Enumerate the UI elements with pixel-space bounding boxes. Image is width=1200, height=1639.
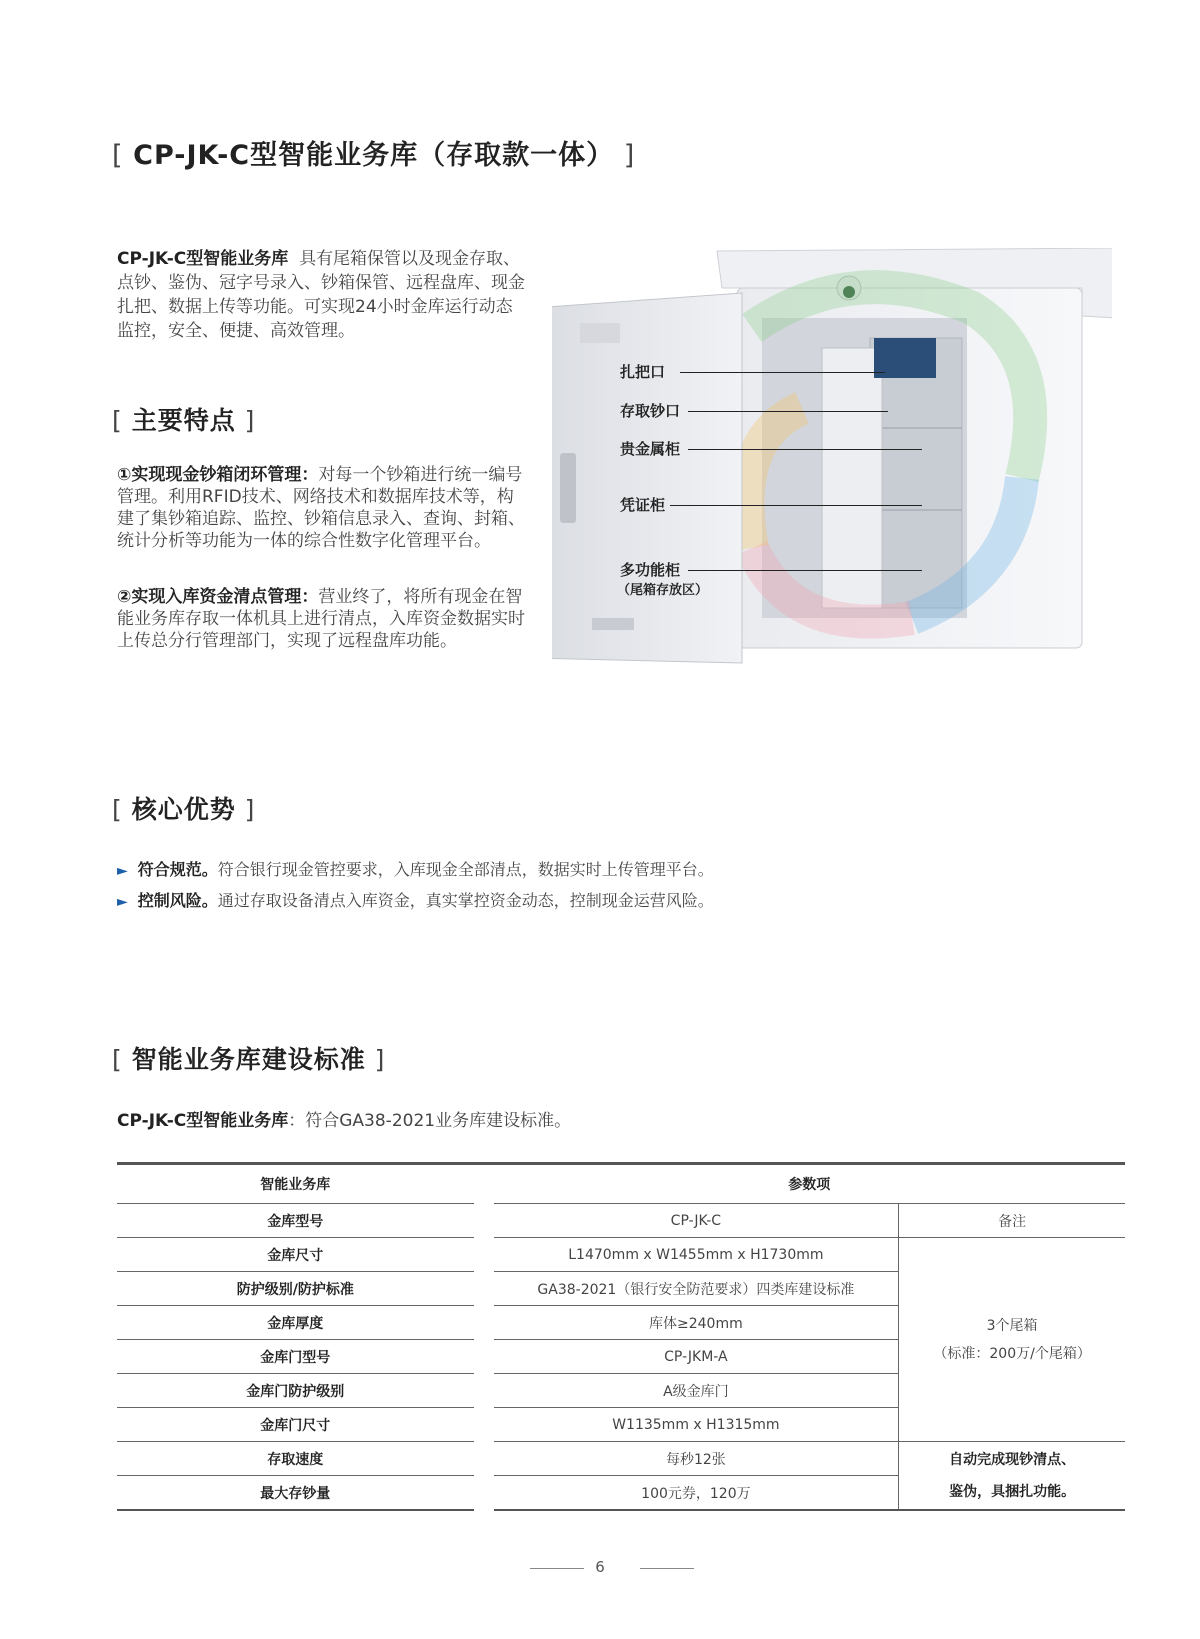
standard-heading: [ 智能业务库建设标准 ] [112, 1045, 386, 1074]
intro-body: 具有尾箱保管以及现金存取、点钞、鉴伪、冠字号录入、钞箱保管、远程盘库、现金扎把、数据上传等功能。可实现24小时金库运行动态监控，安全、便捷、高效管理。 [117, 249, 525, 341]
table-header-row: 智能业务库 参数项 [117, 1164, 1125, 1204]
table-row: 金库尺寸 L1470mm x W1455mm x H1730mm 3个尾箱 （标准：200万/个尾箱） [117, 1238, 1125, 1272]
table-row: 金库门型号 CP-JKM-A [117, 1340, 1125, 1374]
advantages-heading: [ 核心优势 ] [112, 795, 256, 824]
callout-voucher-cabinet: 凭证柜 [620, 496, 666, 514]
page-number: 6 [595, 1558, 605, 1576]
spec-table [117, 1162, 1125, 1511]
callout-cash-port: 存取钞口 [620, 402, 681, 420]
features-heading: [ 主要特点 ] [112, 406, 256, 435]
table-row: 防护级别/防护标准 GA38-2021（银行安全防范要求）四类库建设标准 [117, 1272, 1125, 1306]
callout-line [688, 411, 888, 412]
feature-item-1: ①实现现金钞箱闭环管理：对每一个钞箱进行统一编号管理。利用RFID技术、网络技术和数据库技术等，构建了集钞箱追踪、监控、钞箱信息录入、查询、封箱、统计分析等功能为一体的综合性数字化管理平台。 [117, 465, 525, 551]
advantage-item-2: ► 控制风险。通过存取设备清点入库资金，真实掌控资金动态，控制现金运营风险。 [117, 891, 714, 910]
callout-line [670, 505, 922, 506]
feature-item-2: ②实现入库资金清点管理：营业终了，将所有现金在智能业务库存取一体机具上进行清点，入库资金数据实时上传总分行管理部门，实现了远程盘库功能。 [117, 587, 525, 651]
callout-line [688, 449, 922, 450]
table-row: 金库门尺寸 W1135mm x H1315mm [117, 1408, 1125, 1442]
intro-paragraph [117, 247, 527, 343]
standard-subtitle: CP-JK-C型智能业务库：符合GA38-2021业务库建设标准。 [117, 1111, 572, 1131]
callout-multifunction-cabinet: 多功能柜 [620, 561, 681, 579]
callout-bundling-port: 扎把口 [620, 363, 666, 381]
advantage-item-1: ► 符合规范。符合银行现金管控要求，入库现金全部清点，数据实时上传管理平台。 [117, 860, 714, 879]
table-row: 最大存钞量 100元券，120万 [117, 1476, 1125, 1511]
table-row: 金库门防护级别 A级金库门 [117, 1374, 1125, 1408]
arrow-right-icon: ► [117, 863, 128, 879]
callout-tailbox-area: （尾箱存放区） [617, 583, 709, 598]
callout-line [680, 372, 885, 373]
vault-illustration [552, 248, 1112, 688]
callout-line [688, 570, 922, 571]
table-row: 存取速度 每秒12张 自动完成现钞清点、 鉴伪，具捆扎功能。 [117, 1442, 1125, 1476]
page-number-rule-right [640, 1568, 694, 1569]
page-title: [ CP-JK-C型智能业务库（存取款一体） ] [112, 140, 636, 171]
arrow-right-icon: ► [117, 894, 128, 910]
table-row: 金库厚度 库体≥240mm [117, 1306, 1125, 1340]
intro-lead: CP-JK-C型智能业务库 [117, 249, 289, 269]
callout-precious-metal-cabinet: 贵金属柜 [620, 440, 681, 458]
table-row: 金库型号 CP-JK-C 备注 [117, 1204, 1125, 1238]
